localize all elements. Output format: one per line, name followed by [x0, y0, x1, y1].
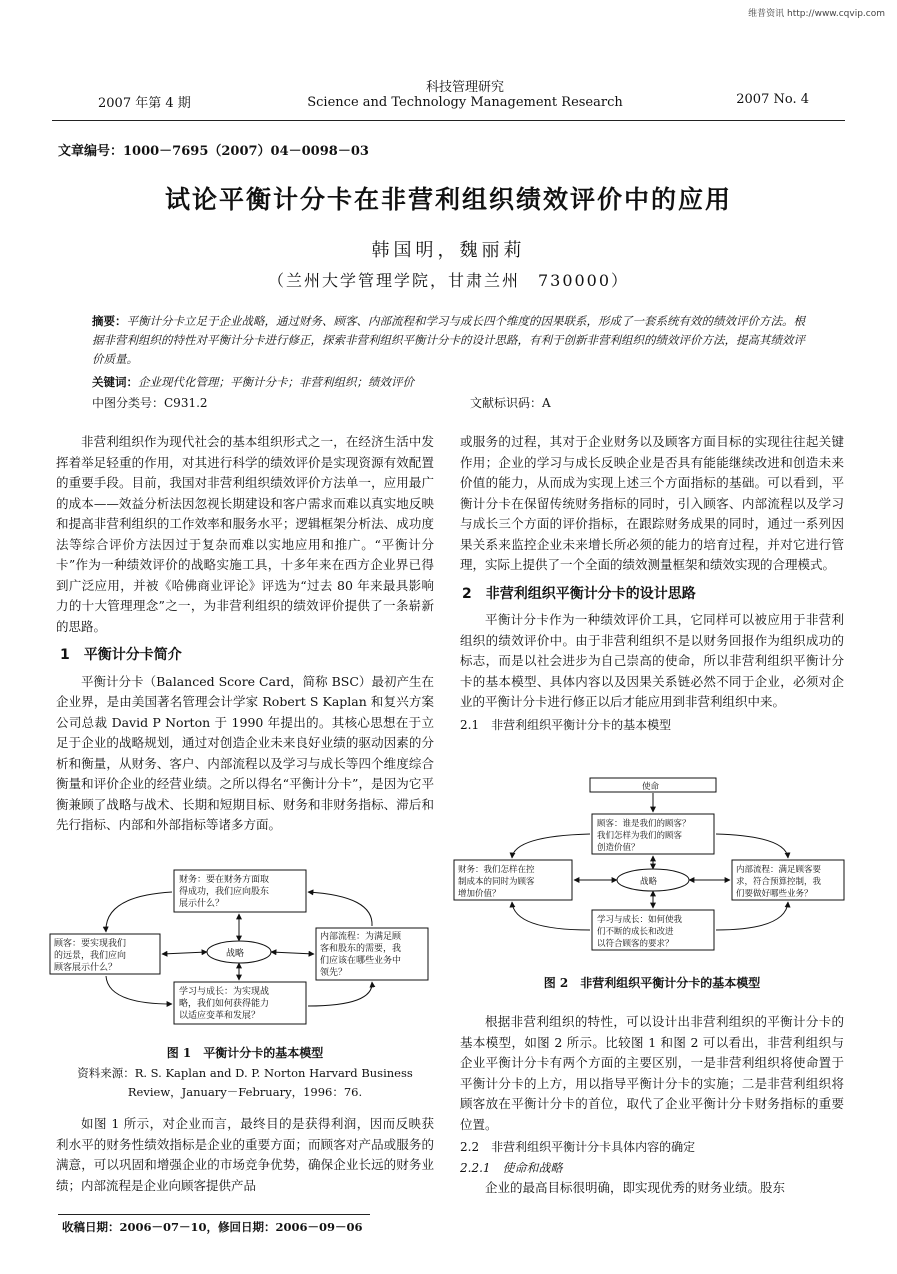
fig2-process-line: 内部流程：满足顾客要	[736, 865, 822, 875]
fig2-strategy-label: 战略	[640, 877, 658, 887]
paragraph: 平衡计分卡作为一种绩效评价工具，它同样可以被应用于非营利组织的绩效评价中。由于非营利组织不是以财务回报作为组织成功的标志，而是以社会进步为自己崇高的使命，所以非营利组织平衡计分卡的基本模型、具体内容以及因果关系链必然不同于企业，必须对企业的平衡计分卡进行修正以后才能应用到非营利组织中来。	[460, 612, 844, 709]
subsection-heading-2-2: 2.2 非营利组织平衡计分卡具体内容的确定	[460, 1140, 696, 1154]
fig2-learning-line: 学习与成长：如何使我	[597, 915, 683, 925]
left-col-text-1	[56, 432, 434, 836]
header-rule	[52, 120, 845, 121]
fig1-process-line: 内部流程：为满足顾	[320, 932, 402, 942]
issue-label: 2007 年第 4 期	[98, 96, 191, 111]
figure-2-caption: 图 2 非营利组织平衡计分卡的基本模型	[543, 976, 761, 990]
figure-1-caption: 图 1 平衡计分卡的基本模型	[166, 1046, 324, 1060]
fig2-finance-line: 制成本的同时为顾客	[458, 877, 535, 887]
journal-name-en: Science and Technology Management Research	[307, 95, 623, 110]
document-code: 文献标识码：A	[470, 396, 551, 410]
fig1-customer-line: 的远景，我们应向	[54, 951, 127, 961]
fig1-finance-line: 展示什么？	[179, 899, 225, 909]
figure-1-diagram	[44, 866, 444, 1030]
fig1-strategy-label: 战略	[226, 949, 245, 959]
paragraph: 企业的最高目标很明确，即实现优秀的财务业绩。股东	[485, 1180, 786, 1195]
fig1-learning-line: 学习与成长：为实现战	[179, 987, 270, 997]
fig1-process-line: 客和股东的需要，我	[320, 944, 402, 954]
fig2-mission-label: 使命	[642, 782, 660, 792]
fig1-process-line: 领先？	[320, 968, 348, 978]
figure-1-source	[56, 1064, 434, 1102]
authors: 韩国明，魏丽莉	[371, 240, 526, 261]
fig2-customer-line: 顾客：谁是我们的顾客？	[597, 819, 691, 829]
affiliation: （兰州大学管理学院，甘肃兰州 730000）	[267, 271, 630, 290]
figure-1-source-line: 资料来源：R. S. Kaplan and D. P. Norton Harvard Business	[77, 1066, 413, 1080]
watermark: 维普资讯 http://www.cqvip.com	[748, 9, 885, 19]
journal-name	[300, 80, 630, 110]
fig1-finance-line: 得成功，我们应向股东	[179, 887, 270, 897]
footnote-rule	[58, 1214, 370, 1215]
fig1-learning-line: 以适应变革和发展？	[179, 1011, 261, 1021]
right-col-text-1	[460, 432, 844, 735]
paper-title: 试论平衡计分卡在非营利组织绩效评价中的应用	[164, 185, 732, 214]
figure-2-diagram	[452, 772, 850, 968]
keywords-label: 关键词：	[92, 375, 138, 389]
fig2-customer-line: 我们怎样为我们的顾客	[597, 831, 683, 841]
issue-number: 2007 No. 4	[736, 92, 809, 107]
keywords	[92, 374, 812, 390]
abstract-label: 摘要：	[92, 314, 127, 328]
left-col-text-2	[56, 1114, 434, 1196]
abstract	[92, 312, 812, 369]
footnote: 收稿日期：2006－07－10，修回日期：2006－09－06	[62, 1220, 363, 1234]
article-id: 文章编号：1000－7695（2007）04－0098－03	[58, 144, 369, 159]
subsection-heading-2-1: 2.1 非营利组织平衡计分卡的基本模型	[460, 717, 672, 732]
fig1-process-line: 们应该在哪些业务中	[320, 956, 402, 966]
fig2-finance-line: 财务：我们怎样在控	[458, 865, 535, 875]
fig1-customer-line: 顾客展示什么？	[54, 963, 118, 973]
fig1-customer-line: 顾客：要实现我们	[54, 939, 127, 949]
keywords-text: 企业现代化管理；平衡计分卡；非营利组织；绩效评价	[138, 375, 414, 389]
right-col-text-2	[460, 1012, 844, 1199]
fig2-learning-line: 们不断的成长和改进	[597, 927, 674, 937]
paragraph: 如图 1 所示，对企业而言，最终目的是获得利润，因而反映获利水平的财务性绩效指标是企业的重要方面；而顾客对产品或服务的满意，可以巩固和增强企业的市场竞争优势，确保企业长远的财务业绩；内部流程是企业向顾客提供产品	[56, 1116, 434, 1193]
subsection-heading-2-2-1: 2.2.1 使命和战略	[460, 1160, 563, 1175]
paragraph: 或服务的过程，其对于企业财务以及顾客方面目标的实现往往起关键作用；企业的学习与成长反映企业是否具有能能继续改进和创造未来价值的能力，从而成为实现上述三个方面指标的基础。可以看到，平衡计分卡在保留传统财务指标的同时，引入顾客、内部流程以及学习与成长三个方面的评价指标，在跟踪财务成果的同时，通过一系列因果关系来监控企业未来增长所必须的能力的培育过程，并对它进行管理，实际上提供了一个全面的绩效测量框架和绩效实现的合理模式。	[460, 434, 844, 572]
fig1-learning-line: 略，我们如何获得能力	[179, 999, 270, 1009]
clc-number: 中图分类号：C931.2	[92, 396, 208, 410]
abstract-text: 平衡计分卡立足于企业战略，通过财务、顾客、内部流程和学习与成长四个维度的因果联系，形成了一套系统有效的绩效评价方法。根据非营利组织的特性对平衡计分卡进行修正，探索非营利组织平衡计分卡的设计思路，有利于创新非营利组织的绩效评价方法，提高其绩效评价质量。	[92, 314, 805, 366]
fig2-process-line: 们要做好哪些业务？	[736, 889, 813, 899]
section-heading-2: 2 非营利组织平衡计分卡的设计思路	[462, 585, 696, 602]
fig1-finance-line: 财务：要在财务方面取	[179, 875, 270, 885]
fig2-learning-line: 以符合顾客的要求？	[597, 939, 674, 949]
journal-name-cn: 科技管理研究	[425, 80, 504, 95]
paragraph: 根据非营利组织的特性，可以设计出非营利组织的平衡计分卡的基本模型，如图 2 所示。比较图 1 和图 2 可以看出，非营利组织与企业平衡计分卡有两个方面的主要区别，一是非营利组织将使命置于平衡计分卡的上方，用以指导平衡计分卡的实施；二是非营利组织将顾客放在平衡计分卡的首位，取代了企业平衡计分卡财务指标的重要位置。	[460, 1014, 844, 1132]
fig2-customer-line: 创造价值？	[597, 843, 640, 853]
paragraph: 平衡计分卡（Balanced Score Card，简称 BSC）最初产生在企业界，是由美国著名管理会计学家 Robert S Kaplan 和复兴方案公司总裁 David P Norton 于 1990 年提出的。其核心思想在于立足于企业的战略规划，通过对创造企业未来良好业绩的驱动因素的分析和衡量，从财务、客户、内部流程以及学习与成长等四个维度综合衡量和评价企业的经营业绩。之所以得名“平衡计分卡”，是因为它平衡兼顾了战略与战术、长期和短期目标、财务和非财务指标、滞后和先行指标、内部和外部指标等诸多方面。	[56, 673, 434, 832]
figure-1-source-line: Review，January－February，1996：76.	[127, 1085, 363, 1099]
fig2-finance-line: 增加价值？	[458, 889, 501, 899]
paragraph: 非营利组织作为现代社会的基本组织形式之一，在经济生活中发挥着举足轻重的作用，对其进行科学的绩效评价是实现资源有效配置的重要手段。目前，我国对非营利组织绩效评价方法单一，应用最广的成本——效益分析法因忽视长期建设和客户需求而难以真实地反映和提高非营利组织的工作效率和服务水平；逻辑框架分析法、成功度法等综合评价方法因过于复杂而难以实地应用和推广。“平衡计分卡”作为一种绩效评价的战略实施工具，十多年来在西方企业界已得到广泛应用，并被《哈佛商业评论》评选为“过去 80 年来最具影响力的十大管理理念”之一，为非营利组织的绩效评价提供了一条崭新的思路。	[56, 434, 434, 634]
section-heading-1: 1 平衡计分卡简介	[60, 647, 182, 663]
fig2-process-line: 求，符合预算控制，我	[736, 877, 822, 887]
